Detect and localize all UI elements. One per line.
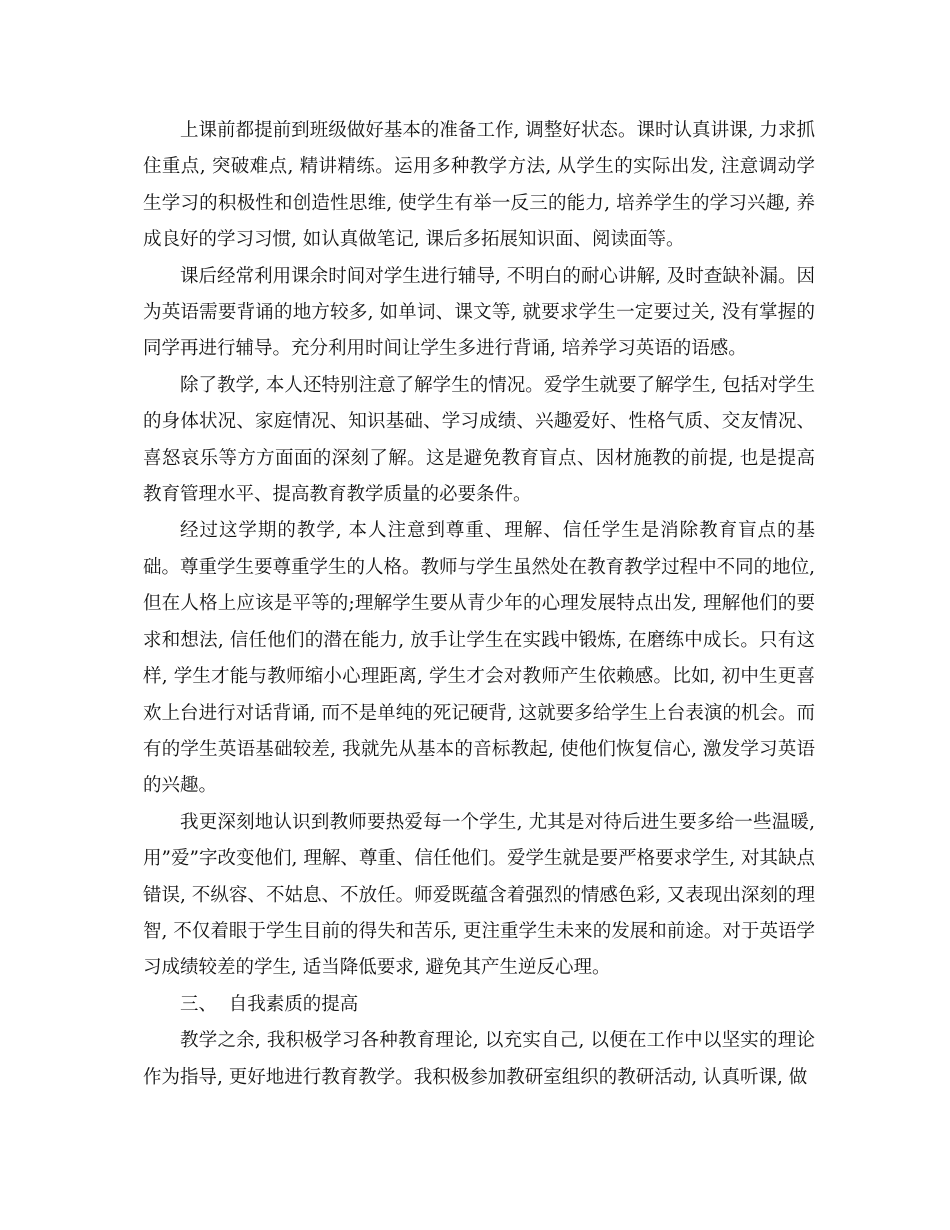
paragraph-respect-trust: 经过这学期的教学, 本人注意到尊重、理解、信任学生是消除教育盲点的基础。尊重学生要尊重学生的人格。教师与学生虽然处在教育教学过程中不同的地位, 但在人格上应该是平等的;理解学生要从青少年的心理发展特点出发, 理解他们的要求和想法, 信任他们的潜在能力, 放手让学生在实践中锻炼, 在磨练中成长。只有这样, 学生才能与教师缩小心理距离, 学生才会对教师产生依赖感。比如, 初中生更喜欢上台进行对话背诵, 而不是单纯的死记硬背, 这就要多给学生上台表演的机会。而有的学生英语基础较差, 我就先从基本的音标教起, 使他们恢复信心, 激发学习英语的兴趣。 [143,520,815,797]
paragraph-after-class-tutoring: 课后经常利用课余时间对学生进行辅导, 不明白的耐心讲解, 及时查缺补漏。因为英语需要背诵的地方较多, 如单词、课文等, 就要求学生一定要过关, 没有掌握的同学再进行辅导。充分利用时间让学生多进行背诵, 培养学习英语的语感。 [143,265,815,360]
section-heading: 三、 自我素质的提高 [180,993,359,1015]
paragraph-self-improvement: 教学之余, 我积极学习各种教育理论, 以充实自己, 以便在工作中以坚实的理论作为指导, 更好地进行教育教学。我积极参加教研室组织的教研活动, 认真听课, 做 [143,1030,815,1088]
paragraph-lesson-preparation: 上课前都提前到班级做好基本的准备工作, 调整好状态。课时认真讲课, 力求抓住重点, 突破难点, 精讲精练。运用多种教学方法, 从学生的实际出发, 注意调动学生学习的积极性和创造性思维, 使学生有举一反三的能力, 培养学生的学习兴趣, 养成良好的学习习惯, 如认真做笔记, 课后多拓展知识面、阅读面等。 [143,120,815,251]
paragraph-love-students: 我更深刻地认识到教师要热爱每一个学生, 尤其是对待后进生要多给一些温暖, 用”爱”字改变他们, 理解、尊重、信任他们。爱学生就是要严格要求学生, 对其缺点错误, 不纵容、不姑息、不放任。师爱既蕴含着强烈的情感色彩, 又表现出深刻的理智, 不仅着眼于学生目前的得失和苦乐, 更注重学生未来的发展和前途。对于英语学习成绩较差的学生, 适当降低要求, 避免其产生逆反心理。 [143,811,815,979]
document-body [143,113,815,1096]
paragraph-understanding-students: 除了教学, 本人还特别注意了解学生的情况。爱学生就要了解学生, 包括对学生的身体状况、家庭情况、知识基础、学习成绩、兴趣爱好、性格气质、交友情况、喜怒哀乐等方方面面的深刻了解。这是避免教育盲点、因材施教的前提, 也是提高教育管理水平、提高教育教学质量的必要条件。 [143,374,815,506]
